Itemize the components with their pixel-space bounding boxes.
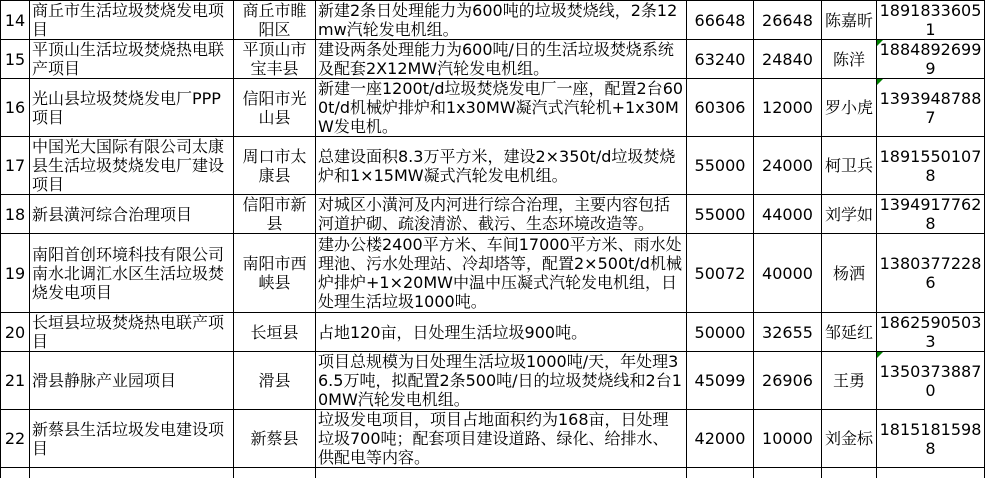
- cell-project-name-text: 新县潢河综合治理项目: [32, 204, 193, 224]
- cell-location-text: 新蔡县: [250, 429, 299, 448]
- cell-row-number-text: 15: [4, 49, 26, 69]
- cell-value-1-text: 63240: [694, 49, 746, 69]
- cell-phone-text: 18848926999: [879, 40, 982, 78]
- cell-value-2-text: 24000: [762, 156, 813, 175]
- cell-location[interactable]: [234, 79, 316, 137]
- cell-row-number[interactable]: [1, 313, 30, 352]
- cell-row-number[interactable]: [1, 352, 30, 410]
- cell-description-text: 新建2条日处理能力为600吨的垃圾焚烧线，2条12mw汽轮发电机组。: [318, 1, 678, 39]
- cell-phone-text: 13803772286: [879, 254, 982, 292]
- cell-value-1-text: 66648: [694, 10, 746, 30]
- cell-value-2[interactable]: [754, 195, 822, 234]
- cell-contact-name-text: 刘金标: [824, 429, 873, 448]
- cell-value-2[interactable]: [754, 79, 822, 137]
- cell-project-name[interactable]: [30, 195, 234, 234]
- cell-description-text: 项目总规模为日处理生活垃圾1000吨/天，年处理36.5万吨，拟配置2条500吨/日的垃圾焚烧线和2台10MW汽轮发电机组。: [318, 352, 682, 409]
- cell-project-name-text: 滑县静脉产业园项目: [32, 371, 177, 390]
- cell-value-2[interactable]: [754, 352, 822, 410]
- cell-project-name[interactable]: [30, 79, 234, 137]
- cell-contact-name[interactable]: [822, 40, 877, 79]
- table-row: [1, 195, 985, 234]
- cell-value-2[interactable]: [754, 234, 822, 313]
- cell-description-text: 新建一座1200t/d垃圾焚烧发电厂一座，配置2台600t/d机械炉排炉和1x30MW凝汽式汽轮机+1x30MW发电机。: [318, 79, 684, 136]
- table-row: [1, 79, 985, 137]
- cell-value-2-text: 26906: [762, 371, 813, 390]
- cell-location-text: 信阳市新县: [242, 195, 307, 233]
- cell-project-name[interactable]: [30, 40, 234, 79]
- cell-value-1-text: 42000: [694, 429, 746, 448]
- cell-project-name[interactable]: [30, 137, 234, 195]
- cell-project-name-text: 平顶山生活垃圾焚烧热电联产项目: [32, 40, 225, 78]
- cell-contact-name-empty[interactable]: [822, 468, 877, 478]
- cell-project-name-empty[interactable]: [30, 468, 234, 478]
- cell-phone-text: 18918336051: [879, 1, 982, 39]
- cell-location-text: 商丘市睢阳区: [242, 1, 307, 39]
- table-row: [1, 234, 985, 313]
- partial-next-row: [1, 468, 985, 478]
- cell-project-name[interactable]: [30, 352, 234, 410]
- cell-location-text: 滑县: [258, 371, 291, 390]
- cell-location[interactable]: [234, 352, 316, 410]
- cell-value-2-text: 44000: [762, 204, 813, 224]
- table-row: [1, 313, 985, 352]
- cell-value-2-text: 40000: [762, 263, 813, 283]
- cell-location[interactable]: [234, 1, 316, 40]
- cell-location-empty[interactable]: [234, 468, 316, 478]
- cell-row-number-text: 21: [4, 371, 26, 390]
- cell-value-2-text: 12000: [762, 98, 813, 117]
- cell-description[interactable]: [316, 40, 687, 79]
- table-row: [1, 137, 985, 195]
- cell-row-number[interactable]: [1, 195, 30, 234]
- cell-location-text: 周口市太康县: [242, 146, 307, 185]
- cell-phone-text: 18915501078: [879, 146, 982, 185]
- cell-location-text: 平顶山市宝丰县: [242, 40, 307, 78]
- cell-location-text: 信阳市光山县: [242, 88, 307, 127]
- cell-description-text: 建设两条处理能力为600吨/日的生活垃圾焚烧系统及配套2X12MW汽轮发电机组。: [318, 40, 674, 78]
- cell-contact-name[interactable]: [822, 313, 877, 352]
- cell-description[interactable]: [316, 313, 687, 352]
- cell-contact-name[interactable]: [822, 137, 877, 195]
- cell-phone-text: 13949177628: [879, 195, 982, 233]
- cell-project-name-text: 南阳首创环境科技有限公司南水北调汇水区生活垃圾焚烧发电项目: [32, 244, 225, 302]
- table-row: [1, 1, 985, 40]
- cell-row-number-empty[interactable]: [1, 468, 30, 478]
- cell-phone[interactable]: [877, 79, 985, 137]
- cell-row-number-text: 20: [4, 322, 26, 342]
- cell-row-number[interactable]: [1, 40, 30, 79]
- cell-phone-text: 18151815988: [879, 419, 982, 458]
- cell-row-number[interactable]: [1, 234, 30, 313]
- cell-contact-name[interactable]: [822, 1, 877, 40]
- cell-row-number[interactable]: [1, 1, 30, 40]
- cell-contact-name[interactable]: [822, 234, 877, 313]
- cell-row-number-text: 19: [4, 263, 26, 283]
- cell-row-number-text: 14: [4, 10, 26, 30]
- cell-value-1-empty[interactable]: [687, 468, 754, 478]
- cell-contact-name[interactable]: [822, 352, 877, 410]
- cell-phone[interactable]: [877, 1, 985, 40]
- cell-value-2[interactable]: [754, 1, 822, 40]
- cell-value-1-text: 50072: [694, 263, 746, 283]
- cell-contact-name-text: 刘学如: [824, 204, 873, 224]
- cell-value-1[interactable]: [687, 313, 754, 352]
- cell-value-2[interactable]: [754, 313, 822, 352]
- error-flag-icon: [877, 40, 883, 46]
- cell-description[interactable]: [316, 79, 687, 137]
- cell-phone-empty[interactable]: [877, 468, 985, 478]
- cell-description-text: 总建设面积8.3万平方米，建设2×350t/d垃圾焚烧炉和1×15MW凝式汽轮发电机组。: [318, 146, 676, 185]
- cell-description[interactable]: [316, 1, 687, 40]
- cell-description[interactable]: [316, 234, 687, 313]
- cell-location-text: 长垣县: [250, 322, 299, 342]
- table-row: [1, 40, 985, 79]
- cell-description[interactable]: [316, 352, 687, 410]
- cell-location[interactable]: [234, 195, 316, 234]
- cell-value-1[interactable]: [687, 1, 754, 40]
- cell-row-number-text: 17: [4, 156, 26, 175]
- cell-value-1[interactable]: [687, 352, 754, 410]
- cell-value-2-text: 24840: [762, 49, 813, 69]
- cell-contact-name-text: 柯卫兵: [824, 156, 873, 175]
- cell-row-number-text: 16: [4, 98, 26, 117]
- cell-value-1-text: 45099: [694, 371, 746, 390]
- cell-phone-text: 13939487887: [879, 88, 982, 127]
- cell-description-text: 垃圾发电项目，项目占地面积约为168亩，日处理垃圾700吨；配套项目建设道路、绿化、给排水、供配电等内容。: [318, 410, 669, 467]
- cell-value-2[interactable]: [754, 40, 822, 79]
- cell-value-1[interactable]: [687, 79, 754, 137]
- cell-value-1-text: 60306: [694, 98, 746, 117]
- cell-value-1[interactable]: [687, 137, 754, 195]
- cell-description-empty[interactable]: [316, 468, 687, 478]
- cell-phone[interactable]: [877, 234, 985, 313]
- cell-value-1-text: 55000: [694, 156, 746, 175]
- table-row: [1, 352, 985, 410]
- cell-row-number-text: 18: [4, 204, 26, 224]
- cell-description[interactable]: [316, 137, 687, 195]
- cell-phone[interactable]: [877, 313, 985, 352]
- cell-contact-name[interactable]: [822, 195, 877, 234]
- cell-value-1-text: 55000: [694, 204, 746, 224]
- cell-project-name[interactable]: [30, 1, 234, 40]
- cell-value-1-text: 50000: [694, 322, 746, 342]
- cell-phone-text: 13503738870: [879, 361, 982, 400]
- cell-value-2-text: 32655: [762, 322, 813, 342]
- cell-contact-name-text: 邹延红: [824, 322, 873, 342]
- cell-project-name-text: 中国光大国际有限公司太康县生活垃圾焚烧发电厂建设项目: [32, 137, 225, 194]
- cell-project-name-text: 商丘市生活垃圾焚烧发电项目: [32, 1, 225, 39]
- cell-phone[interactable]: [877, 40, 985, 79]
- cell-value-1[interactable]: [687, 40, 754, 79]
- cell-row-number[interactable]: [1, 79, 30, 137]
- cell-description-text: 对城区小潢河及内河进行综合治理，主要内容包括河道护砌、疏浚清淤、截污、生态环境改造等。: [318, 195, 671, 233]
- cell-contact-name-text: 罗小虎: [824, 98, 873, 117]
- cell-description[interactable]: [316, 195, 687, 234]
- cell-value-1[interactable]: [687, 234, 754, 313]
- error-flag-icon: [877, 352, 883, 358]
- cell-location-text: 南阳市西峡县: [242, 254, 307, 292]
- cell-description-text: 建办公楼2400平方米、车间17000平方米、雨水处理池、污水处理站、冷却塔等，配置2×500t/d机械炉排炉+1×20MW中温中压凝式汽轮发电机组，日处理生活垃圾1000吨。: [318, 235, 682, 311]
- cell-contact-name-text: 王勇: [832, 371, 865, 390]
- cell-contact-name[interactable]: [822, 79, 877, 137]
- cell-value-2-empty[interactable]: [754, 468, 822, 478]
- cell-project-name-text: 光山县垃圾焚烧发电厂PPP项目: [32, 88, 221, 127]
- cell-row-number-text: 22: [4, 429, 26, 448]
- cell-phone-text: 18625905033: [879, 313, 982, 351]
- cell-value-1[interactable]: [687, 195, 754, 234]
- table-body: [1, 1, 985, 478]
- cell-location[interactable]: [234, 313, 316, 352]
- cell-contact-name-text: 陈洋: [832, 49, 865, 69]
- cell-value-2-text: 26648: [762, 10, 813, 30]
- cell-location[interactable]: [234, 234, 316, 313]
- cell-value-2-text: 10000: [762, 429, 813, 448]
- error-flag-icon: [877, 79, 883, 85]
- cell-location[interactable]: [234, 40, 316, 79]
- cell-value-2[interactable]: [754, 137, 822, 195]
- cell-row-number[interactable]: [1, 137, 30, 195]
- cell-location[interactable]: [234, 137, 316, 195]
- cell-phone[interactable]: [877, 137, 985, 195]
- cell-description-text: 占地120亩，日处理生活垃圾900吨。: [318, 322, 588, 342]
- cell-project-name-text: 新蔡县生活垃圾发电建设项目: [32, 419, 225, 458]
- cell-project-name-text: 长垣县垃圾焚烧热电联产项目: [32, 313, 225, 351]
- cell-project-name[interactable]: [30, 234, 234, 313]
- cell-contact-name-text: 陈嘉昕: [824, 10, 873, 30]
- cell-contact-name-text: 杨洒: [832, 263, 865, 283]
- cell-project-name[interactable]: [30, 313, 234, 352]
- cell-phone[interactable]: [877, 352, 985, 410]
- cell-phone[interactable]: [877, 195, 985, 234]
